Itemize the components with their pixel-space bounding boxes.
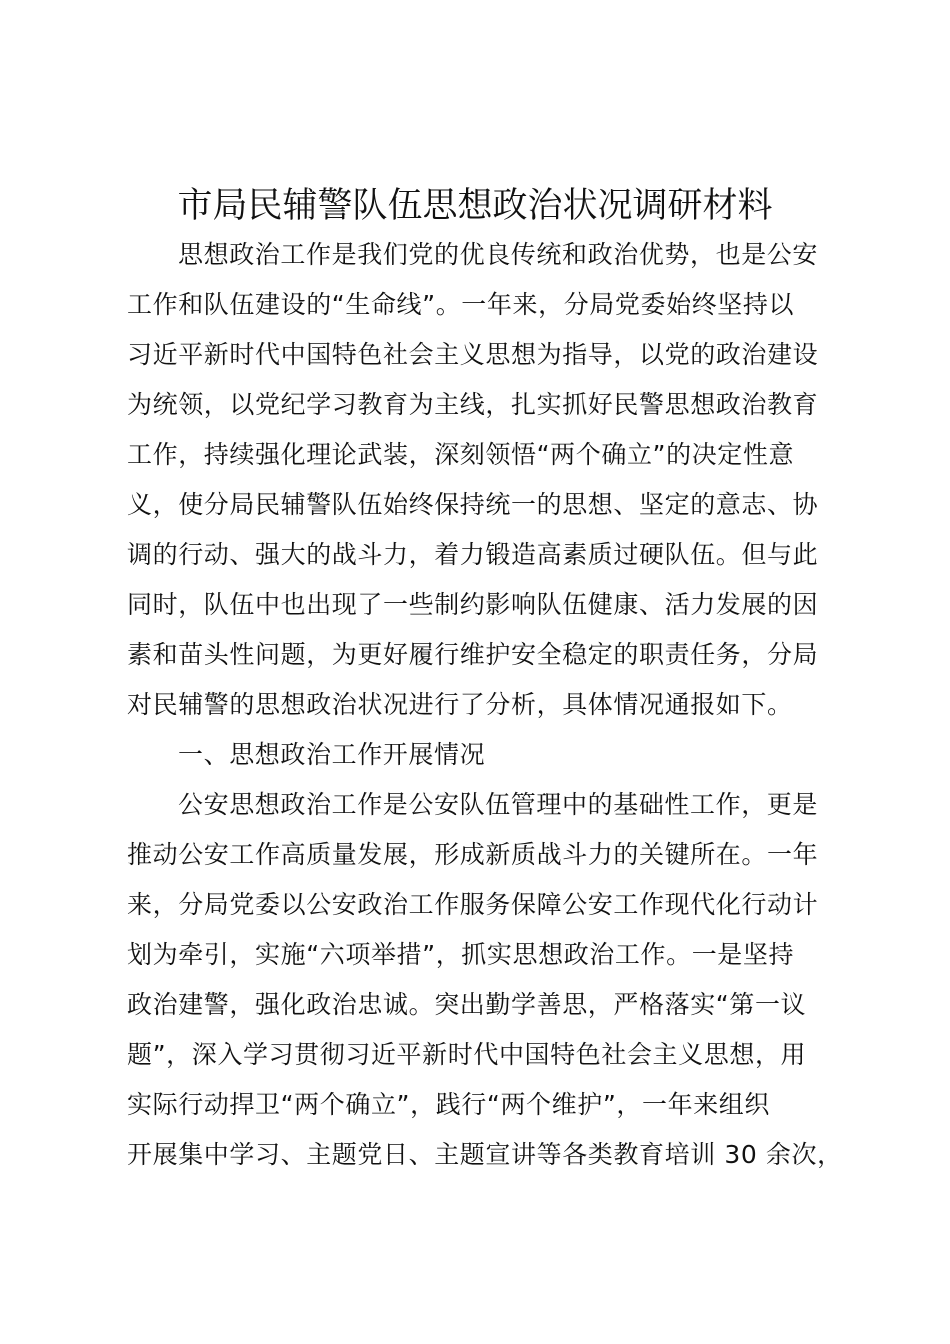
paragraph-line: 推动公安工作高质量发展，形成新质战斗力的关键所在。一年 bbox=[127, 840, 819, 869]
paragraph-line: 素和苗头性问题，为更好履行维护安全稳定的职责任务，分局 bbox=[127, 640, 819, 669]
paragraph-line: 调的行动、强大的战斗力，着力锻造高素质过硬队伍。但与此 bbox=[127, 540, 819, 569]
section-heading: 一、思想政治工作开展情况 bbox=[178, 740, 486, 769]
paragraph-line: 开展集中学习、主题党日、主题宣讲等各类教育培训 30 余次， bbox=[127, 1140, 843, 1169]
paragraph-line: 划为牵引，实施“六项举措”，抓实思想政治工作。一是坚持 bbox=[127, 940, 795, 969]
paragraph-line: 思想政治工作是我们党的优良传统和政治优势，也是公安 bbox=[178, 240, 819, 269]
paragraph-line: 实际行动捍卫“两个确立”，践行“两个维护”，一年来组织 bbox=[127, 1090, 771, 1119]
paragraph-line: 工作，持续强化理论武装，深刻领悟“两个确立”的决定性意 bbox=[127, 440, 795, 469]
paragraph-line: 来，分局党委以公安政治工作服务保障公安工作现代化行动计 bbox=[127, 890, 819, 919]
paragraph-line: 义，使分局民辅警队伍始终保持统一的思想、坚定的意志、协 bbox=[127, 490, 819, 519]
paragraph-line: 同时，队伍中也出现了一些制约影响队伍健康、活力发展的因 bbox=[127, 590, 819, 619]
paragraph-line: 工作和队伍建设的“生命线”。一年来，分局党委始终坚持以 bbox=[127, 290, 795, 319]
paragraph-line: 为统领，以党纪学习教育为主线，扎实抓好民警思想政治教育 bbox=[127, 390, 819, 419]
document-title: 市局民辅警队伍思想政治状况调研材料 bbox=[177, 186, 773, 226]
paragraph-line: 习近平新时代中国特色社会主义思想为指导，以党的政治建设 bbox=[127, 340, 819, 369]
paragraph-line: 题”，深入学习贯彻习近平新时代中国特色社会主义思想，用 bbox=[127, 1040, 807, 1069]
paragraph-line: 对民辅警的思想政治状况进行了分析，具体情况通报如下。 bbox=[127, 690, 793, 719]
paragraph-line: 政治建警，强化政治忠诚。突出勤学善思，严格落实“第一议 bbox=[127, 990, 807, 1019]
paragraph-line: 公安思想政治工作是公安队伍管理中的基础性工作，更是 bbox=[178, 790, 819, 819]
